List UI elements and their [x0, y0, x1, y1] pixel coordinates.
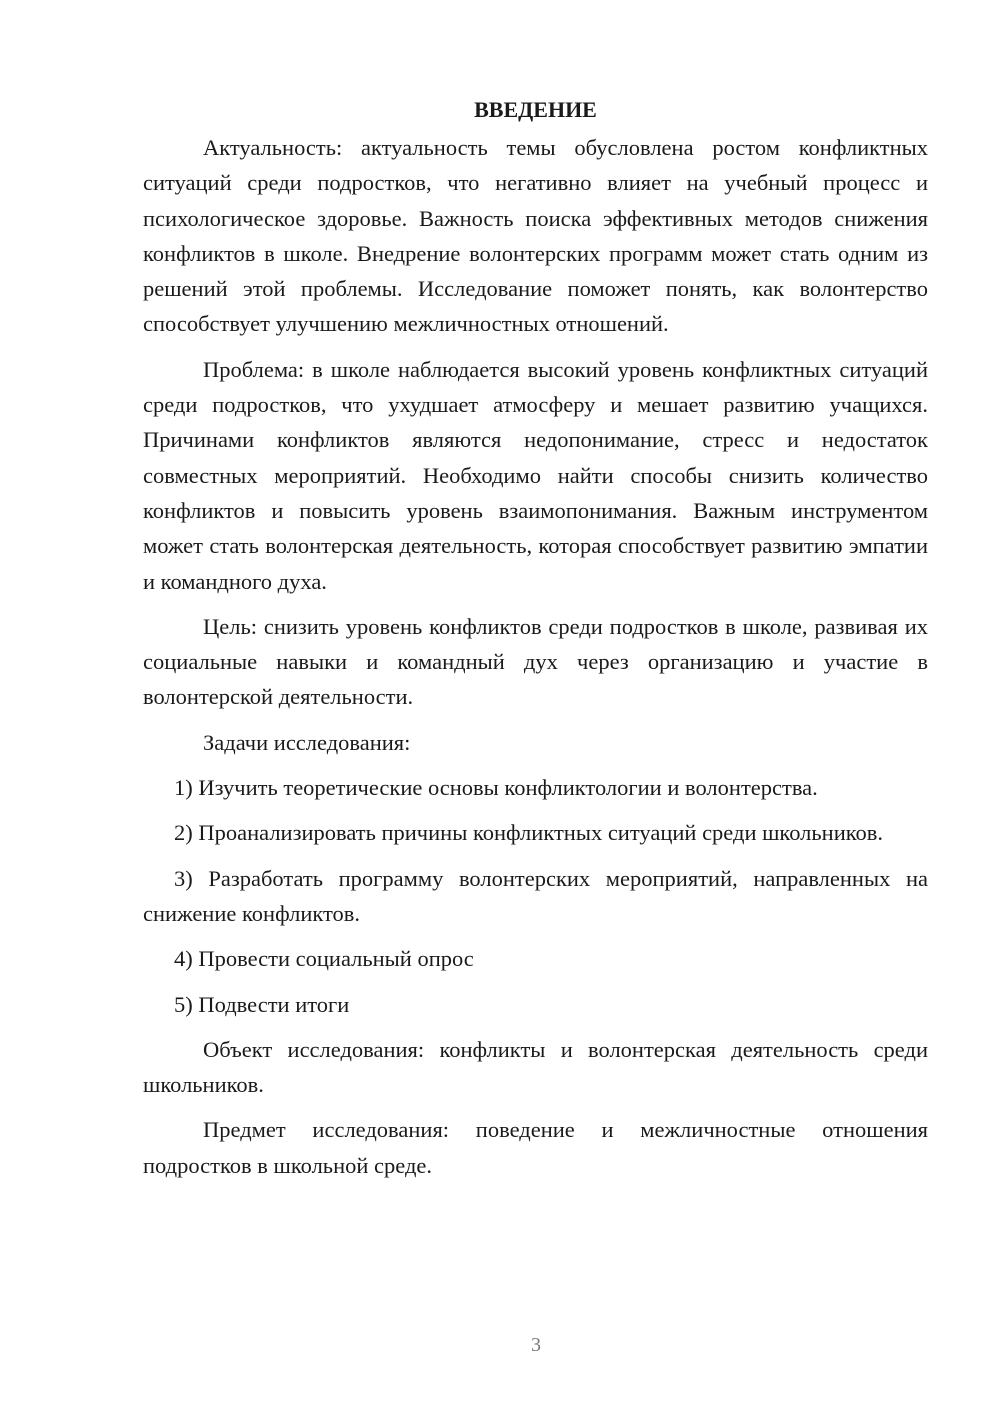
relevance-paragraph: Актуальность: актуальность темы обусловлена ростом конфликтных ситуаций среди подростков, что негативно влияет на учебный процесс и психологическое здоровье. Важность поиска эффективных методов снижения конфликтов в школе. Внедрение волонтерских программ может стать одним из решений этой проблемы. Исследование поможет понять, как волонтерство способствует улучшению межличностных отношений. [143, 135, 928, 337]
page-number: 3 [531, 1334, 541, 1356]
task-item: 5) Подвести итоги [174, 991, 350, 1017]
page-title: ВВЕДЕНИЕ [474, 97, 597, 122]
document-page [143, 92, 928, 1193]
task-item: 3) Разработать программу волонтерских мероприятий, направленных на снижение конфликтов. [143, 865, 928, 926]
tasks-title: Задачи исследования: [203, 729, 411, 755]
task-item: 4) Провести социальный опрос [174, 946, 474, 972]
object-paragraph: Объект исследования: конфликты и волонтерская деятельность среди школьников. [143, 1036, 928, 1098]
problem-paragraph: Проблема: в школе наблюдается высокий уровень конфликтных ситуаций среди подростков, что ухудшает атмосферу и мешает развитию учащихся. Причинами конфликтов являются недопонимание, стресс и недостаток совместных мероприятий. Необходимо найти способы снизить количество конфликтов и повысить уровень взаимопонимания. Важным инструментом может стать волонтерская деятельность, которая способствует развитию эмпатии и командного духа. [143, 356, 928, 594]
subject-paragraph: Предмет исследования: поведение и межличностные отношения подростков в школьной среде. [143, 1117, 928, 1178]
task-item: 2) Проанализировать причины конфликтных ситуаций среди школьников. [174, 820, 884, 846]
goal-paragraph: Цель: снизить уровень конфликтов среди подростков в школе, развивая их социальные навыки и командный дух через организацию и участие в волонтерской деятельности. [143, 613, 928, 710]
task-item: 1) Изучить теоретические основы конфликтологии и волонтерства. [174, 775, 818, 801]
